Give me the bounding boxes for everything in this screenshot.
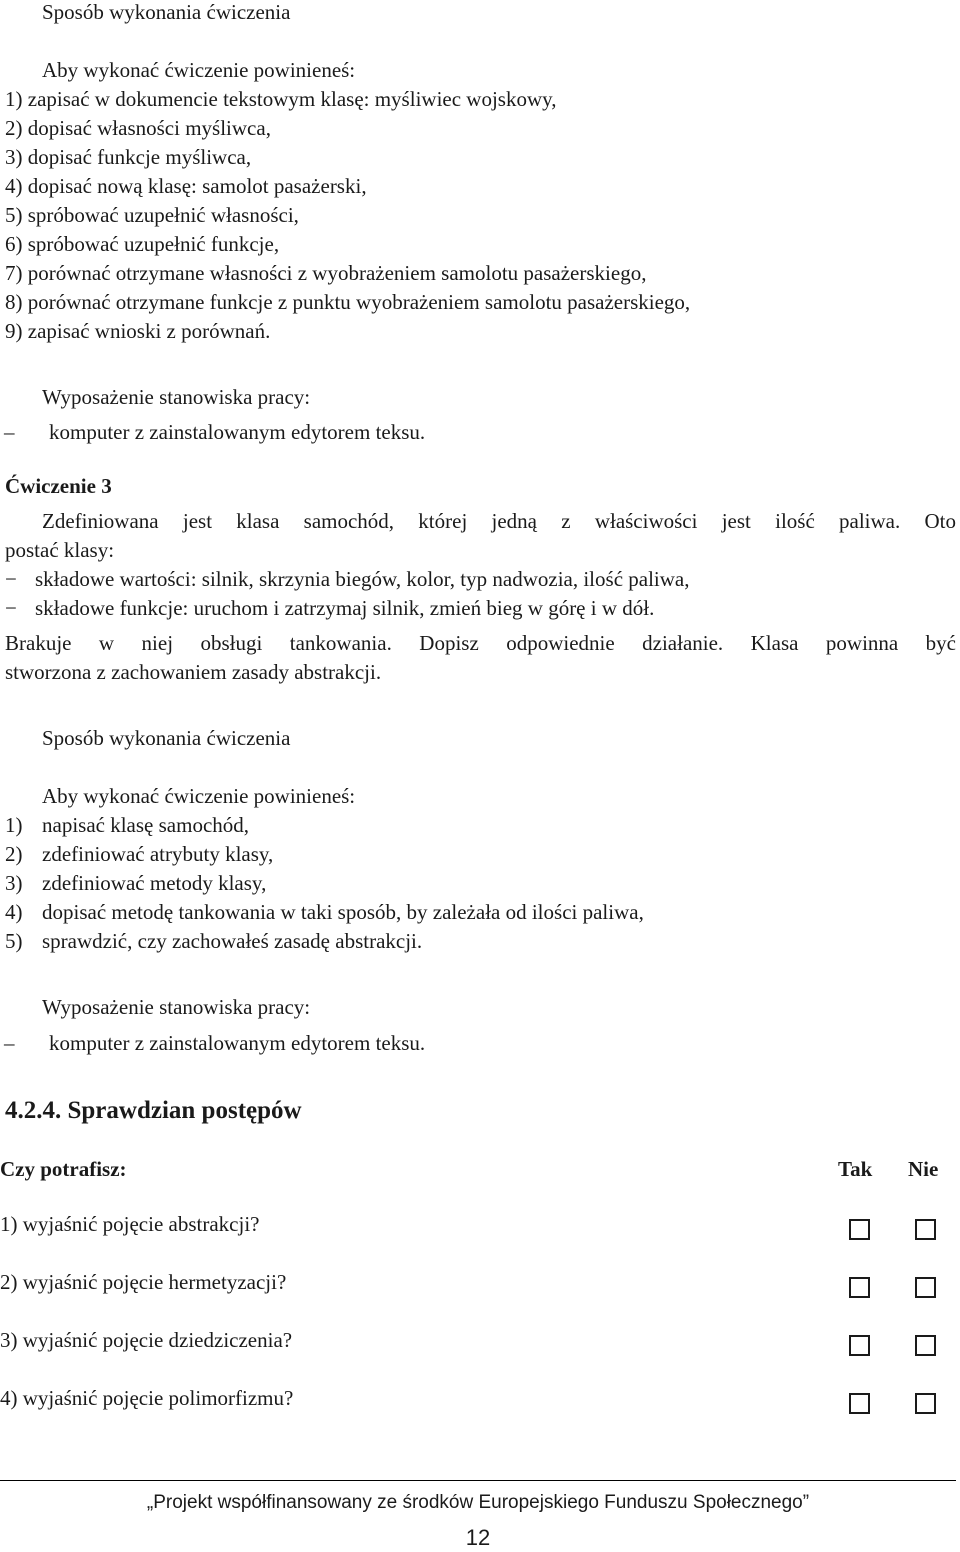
list-number: 2) (5, 842, 23, 866)
list-item: napisać klasę samochód, (42, 813, 250, 837)
check-question: 1) wyjaśnić pojęcie abstrakcji? (0, 1212, 260, 1236)
yes-checkbox[interactable] (849, 1277, 870, 1298)
list-number: 1) (5, 813, 23, 837)
list-item: 2) dopisać własności myśliwca, (5, 116, 271, 140)
list-item: 4) dopisać nową klasę: samolot pasażerski, (5, 174, 367, 198)
list-item: 7) porównać otrzymane własności z wyobrażeniem samolotu pasażerskiego, (5, 261, 647, 285)
list-number: 3) (5, 871, 23, 895)
bullet-item: składowe wartości: silnik, skrzynia biegów, kolor, typ nadwozia, ilość paliwa, (35, 567, 690, 591)
no-checkbox[interactable] (915, 1335, 936, 1356)
question-header: Czy potrafisz: (0, 1157, 127, 1181)
exercise-paragraph: postać klasy: (5, 538, 115, 562)
section1-heading: Sposób wykonania ćwiczenia (42, 0, 291, 24)
list-item: 5) spróbować uzupełnić własności, (5, 203, 299, 227)
no-checkbox[interactable] (915, 1277, 936, 1298)
exercise-paragraph: Zdefiniowana jest klasa samochód, której jedną z właściwości jest ilość paliwa. Oto (42, 509, 956, 533)
list-number: 5) (5, 929, 23, 953)
section2-equipment-heading: Wyposażenie stanowiska pracy: (42, 995, 311, 1019)
list-item: 6) spróbować uzupełnić funkcje, (5, 232, 280, 256)
list-item: 1) zapisać w dokumencie tekstowym klasę: myśliwiec wojskowy, (5, 87, 557, 111)
exercise-title: Ćwiczenie 3 (5, 474, 112, 498)
dash-marker: – (4, 1031, 15, 1055)
footer-divider (0, 1480, 956, 1481)
progress-check-title: 4.2.4. Sprawdzian postępów (5, 1097, 302, 1124)
bullet-item: składowe funkcje: uruchom i zatrzymaj silnik, zmień bieg w górę i w dół. (35, 596, 655, 620)
exercise-paragraph: Brakuje w niej obsługi tankowania. Dopisz odpowiednie działanie. Klasa powinna być (5, 631, 956, 655)
section2-intro: Aby wykonać ćwiczenie powinieneś: (42, 784, 356, 808)
list-item: zdefiniować metody klasy, (42, 871, 267, 895)
check-question: 2) wyjaśnić pojęcie hermetyzacji? (0, 1270, 287, 1294)
section2-equipment-item: komputer z zainstalowanym edytorem teksu. (49, 1031, 426, 1055)
no-checkbox[interactable] (915, 1393, 936, 1414)
list-item: 9) zapisać wnioski z porównań. (5, 319, 271, 343)
check-question: 3) wyjaśnić pojęcie dziedziczenia? (0, 1328, 293, 1352)
column-yes-header: Tak (838, 1157, 873, 1181)
section1-equipment-item: komputer z zainstalowanym edytorem teksu. (49, 420, 426, 444)
exercise-paragraph: stworzona z zachowaniem zasady abstrakcji. (5, 660, 382, 684)
page-number: 12 (465, 1525, 491, 1550)
list-item: dopisać metodę tankowania w taki sposób, by zależała od ilości paliwa, (42, 900, 644, 924)
bullet-marker: − (5, 596, 17, 620)
section2-heading: Sposób wykonania ćwiczenia (42, 726, 291, 750)
yes-checkbox[interactable] (849, 1393, 870, 1414)
footer-text: „Projekt współfinansowany ze środków Europejskiego Funduszu Społecznego” (146, 1492, 810, 1513)
yes-checkbox[interactable] (849, 1335, 870, 1356)
section1-intro: Aby wykonać ćwiczenie powinieneś: (42, 58, 356, 82)
list-item: zdefiniować atrybuty klasy, (42, 842, 274, 866)
yes-checkbox[interactable] (849, 1219, 870, 1240)
section1-equipment-heading: Wyposażenie stanowiska pracy: (42, 385, 311, 409)
bullet-marker: − (5, 567, 17, 591)
list-item: sprawdzić, czy zachowałeś zasadę abstrakcji. (42, 929, 423, 953)
dash-marker: – (4, 420, 15, 444)
list-item: 8) porównać otrzymane funkcje z punktu wyobrażeniem samolotu pasażerskiego, (5, 290, 691, 314)
column-no-header: Nie (908, 1157, 939, 1181)
no-checkbox[interactable] (915, 1219, 936, 1240)
list-item: 3) dopisać funkcje myśliwca, (5, 145, 252, 169)
check-question: 4) wyjaśnić pojęcie polimorfizmu? (0, 1386, 294, 1410)
list-number: 4) (5, 900, 23, 924)
